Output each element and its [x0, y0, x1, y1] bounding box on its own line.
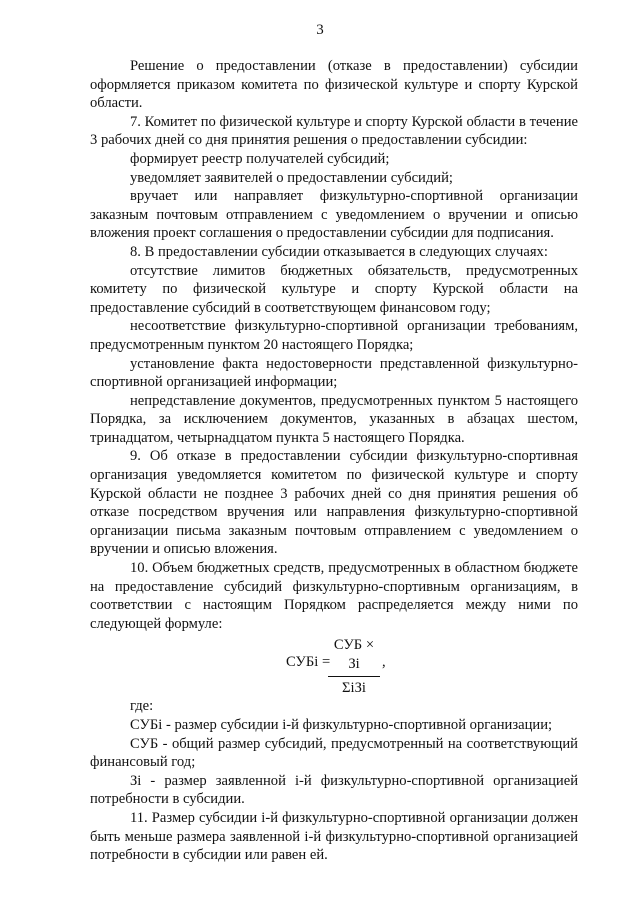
paragraph-11: 11. Размер субсидии i-й физкультурно-спортивной организации должен быть меньше размера заявленной i-й физкультурно-спортивной организацией потребности в субсидии или равен ей.	[90, 809, 578, 864]
formula-denominator: ΣiЗi	[342, 679, 366, 696]
paragraph-7-item-2: уведомляет заявителей о предоставлении субсидий;	[130, 169, 453, 186]
paragraph-8-item-4: непредставление документов, предусмотренных пунктом 5 настоящего Порядка, за исключением документов, указанных в абзацах шестом, тринадцатом, четырнадцатом пункта 5 настоящего Порядка.	[90, 392, 578, 446]
page-number: 3	[316, 22, 324, 38]
paragraph-7: 7. Комитет по физической культуре и спорту Курской области в течение 3 рабочих дней со дня принятия решения о предоставлении субсидии:	[90, 113, 578, 149]
subsidy-formula	[90, 635, 578, 696]
formula-numerator: СУБ × Зi	[328, 636, 380, 676]
formula-fraction	[328, 636, 380, 697]
paragraph-7-item-3: вручает или направляет физкультурно-спортивной организации заказным почтовым отправлением с уведомлением о вручении и описью вложения проект соглашения о предоставлении субсидии для подписания.	[90, 188, 578, 242]
paragraph-decision: Решение о предоставлении (отказе в предоставлении) субсидии оформляется приказом комитета по физической культуре и спорту Курской области.	[90, 58, 578, 112]
document-body	[90, 57, 578, 865]
paragraph-8-item-2: несоответствие физкультурно-спортивной организации требованиям, предусмотренным пунктом 20 настоящего Порядка;	[90, 318, 578, 353]
paragraph-8-item-1: отсутствие лимитов бюджетных обязательств, предусмотренных комитету по физической культуре и спорту Курской области на предоставление субсидий в соответствующем финансовом году;	[90, 262, 578, 316]
definition-sub-total: СУБ - общий размер субсидий, предусмотренный на соответствующий финансовый год;	[90, 735, 578, 771]
definition-sub-i: СУБi - размер субсидии i-й физкультурно-спортивной организации;	[130, 717, 553, 733]
formula-comma: ,	[382, 654, 386, 671]
paragraph-8: 8. В предоставлении субсидии отказывается в следующих случаях:	[130, 243, 548, 260]
formula-left-side: СУБi =	[286, 654, 331, 671]
definition-z-i: Зi - размер заявленной i-й физкультурно-спортивной организацией потребности в субсидии.	[90, 772, 578, 808]
paragraph-10: 10. Объем бюджетных средств, предусмотренных в областном бюджете на предоставление субсидий физкультурно-спортивным организациям, в соответствии с настоящим Порядком распределяется между ними по следующей формуле:	[90, 560, 578, 632]
paragraph-8-item-3: установление факта недостоверности представленной физкультурно-спортивной организацией информации;	[90, 355, 578, 391]
paragraph-7-item-1: формирует реестр получателей субсидий;	[130, 150, 390, 167]
where-label: где:	[130, 698, 154, 715]
paragraph-9: 9. Об отказе в предоставлении субсидии физкультурно-спортивная организация уведомляется комитетом по физической культуре и спорту Курской области не позднее 3 рабочих дней со дня принятия решения об отказе посредством вручения или направления физкультурно-спортивной организации письма заказным почтовым отправлением с уведомлением о вручении и описью вложения.	[90, 448, 578, 558]
